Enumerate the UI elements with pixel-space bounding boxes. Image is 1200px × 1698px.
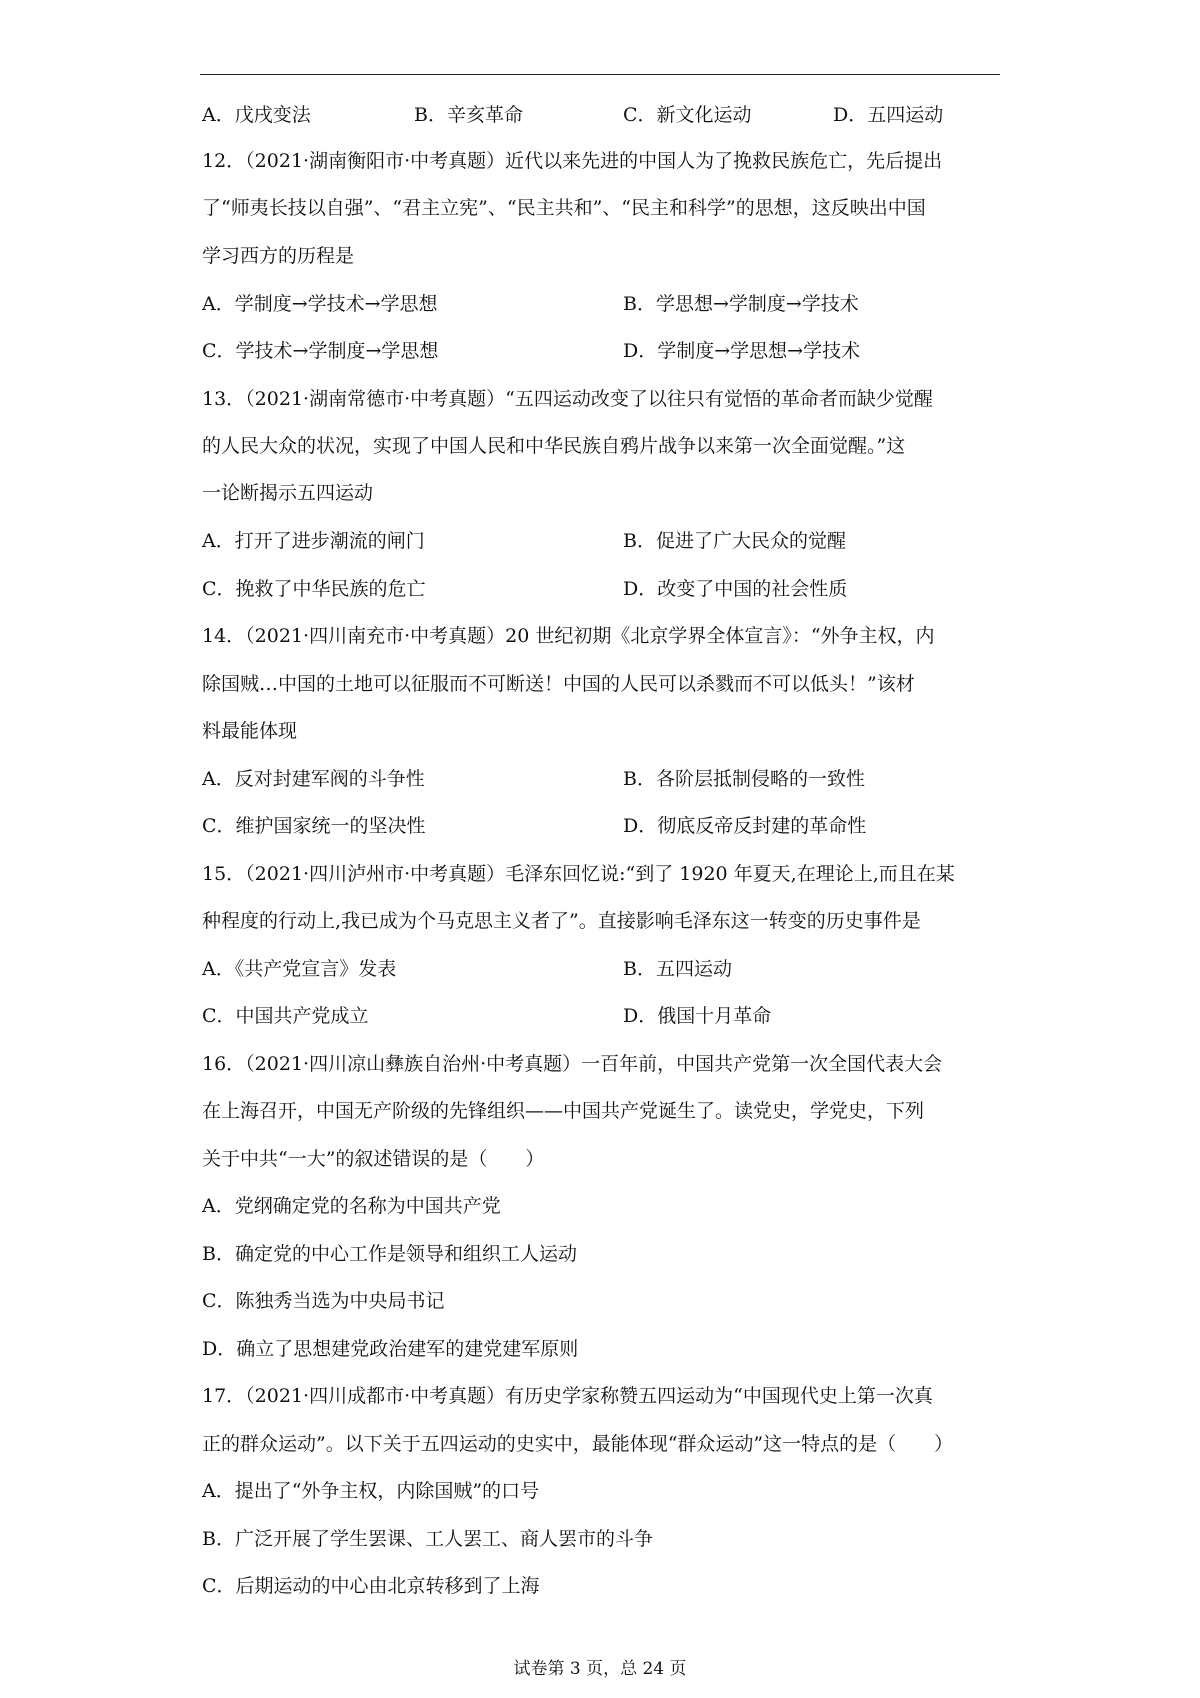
q14-option-a: A．反对封建军阀的斗争性 xyxy=(202,768,425,790)
q15-option-a: A．《共产党宣言》发表 xyxy=(202,958,397,980)
q16-option-a: A．党纲确定党的名称为中国共产党 xyxy=(202,1195,501,1217)
q17-option-c: C．后期运动的中心由北京转移到了上海 xyxy=(202,1575,540,1597)
q17-stem-line-2: 正的群众运动”。以下关于五四运动的史实中，最能体现“群众运动”这一特点的是（ ） xyxy=(202,1433,954,1455)
q16-stem-line-1: 16．（2021·四川凉山彝族自治州·中考真题）一百年前，中国共产党第一次全国代表大会 xyxy=(202,1053,943,1075)
q13-option-c: C．挽救了中华民族的危亡 xyxy=(202,578,426,600)
q16-option-b: B．确定党的中心工作是领导和组织工人运动 xyxy=(202,1243,577,1265)
q17-stem-line-1: 17．（2021·四川成都市·中考真题）有历史学家称赞五四运动为“中国现代史上第一次真 xyxy=(202,1385,933,1407)
q14-stem-line-1: 14．（2021·四川南充市·中考真题）20 世纪初期《北京学界全体宣言》：“外争主权，内 xyxy=(202,625,935,647)
q12-option-b: B．学思想→学制度→学技术 xyxy=(623,293,859,315)
q16-stem-line-3: 关于中共“一大”的叙述错误的是（ ） xyxy=(202,1148,545,1170)
q16-option-d: D．确立了思想建党政治建军的建党建军原则 xyxy=(202,1338,579,1360)
q11-option-d: D．五四运动 xyxy=(833,104,944,126)
q12-stem-line-3: 学习西方的历程是 xyxy=(202,245,355,267)
q14-option-b: B．各阶层抵制侵略的一致性 xyxy=(623,768,865,790)
q11-option-b: B．辛亥革命 xyxy=(414,104,523,126)
q14-option-c: C．维护国家统一的坚决性 xyxy=(202,815,426,837)
header-rule xyxy=(200,74,1000,75)
q16-option-c: C．陈独秀当选为中央局书记 xyxy=(202,1290,445,1312)
q15-option-b: B．五四运动 xyxy=(623,958,732,980)
q11-option-c: C．新文化运动 xyxy=(623,104,752,126)
q12-option-c: C．学技术→学制度→学思想 xyxy=(202,340,439,362)
q14-stem-line-2: 除国贼…中国的土地可以征服而不可断送！中国的人民可以杀戮而不可以低头！”该材 xyxy=(202,673,915,695)
q12-stem-line-2: 了“师夷长技以自强”、“君主立宪”、“民主共和”、“民主和科学”的思想，这反映出中国 xyxy=(202,197,926,219)
q12-option-d: D．学制度→学思想→学技术 xyxy=(623,340,861,362)
q16-stem-line-2: 在上海召开，中国无产阶级的先锋组织——中国共产党诞生了。读党史，学党史，下列 xyxy=(202,1100,925,1122)
q15-stem-line-1: 15．（2021·四川泸州市·中考真题）毛泽东回忆说:“到了 1920 年夏天,在理论上,而且在某 xyxy=(202,863,955,885)
q12-stem-line-1: 12．（2021·湖南衡阳市·中考真题）近代以来先进的中国人为了挽救民族危亡，先后提出 xyxy=(202,150,943,172)
q17-option-b: B．广泛开展了学生罢课、工人罢工、商人罢市的斗争 xyxy=(202,1528,653,1550)
q15-option-d: D．俄国十月革命 xyxy=(623,1005,772,1027)
q14-stem-line-3: 料最能体现 xyxy=(202,720,298,742)
q13-stem-line-2: 的人民大众的状况，实现了中国人民和中华民族自鸦片战争以来第一次全面觉醒。”这 xyxy=(202,435,906,457)
q15-stem-line-2: 种程度的行动上,我已成为个马克思主义者了”。直接影响毛泽东这一转变的历史事件是 xyxy=(202,910,921,932)
q15-option-c: C．中国共产党成立 xyxy=(202,1005,369,1027)
q13-option-d: D．改变了中国的社会性质 xyxy=(623,578,848,600)
q14-option-d: D．彻底反帝反封建的革命性 xyxy=(623,815,867,837)
page-footer: 试卷第 3 页，总 24 页 xyxy=(513,1659,687,1679)
q13-option-b: B．促进了广大民众的觉醒 xyxy=(623,530,846,552)
q13-option-a: A．打开了进步潮流的闸门 xyxy=(202,530,425,552)
q11-option-a: A．戊戌变法 xyxy=(202,104,311,126)
q13-stem-line-1: 13．（2021·湖南常德市·中考真题）“五四运动改变了以往只有觉悟的革命者而缺少觉醒 xyxy=(202,388,933,410)
q17-option-a: A．提出了“外争主权，内除国贼”的口号 xyxy=(202,1480,540,1502)
q12-option-a: A．学制度→学技术→学思想 xyxy=(202,293,438,315)
q13-stem-line-3: 一论断揭示五四运动 xyxy=(202,482,374,504)
